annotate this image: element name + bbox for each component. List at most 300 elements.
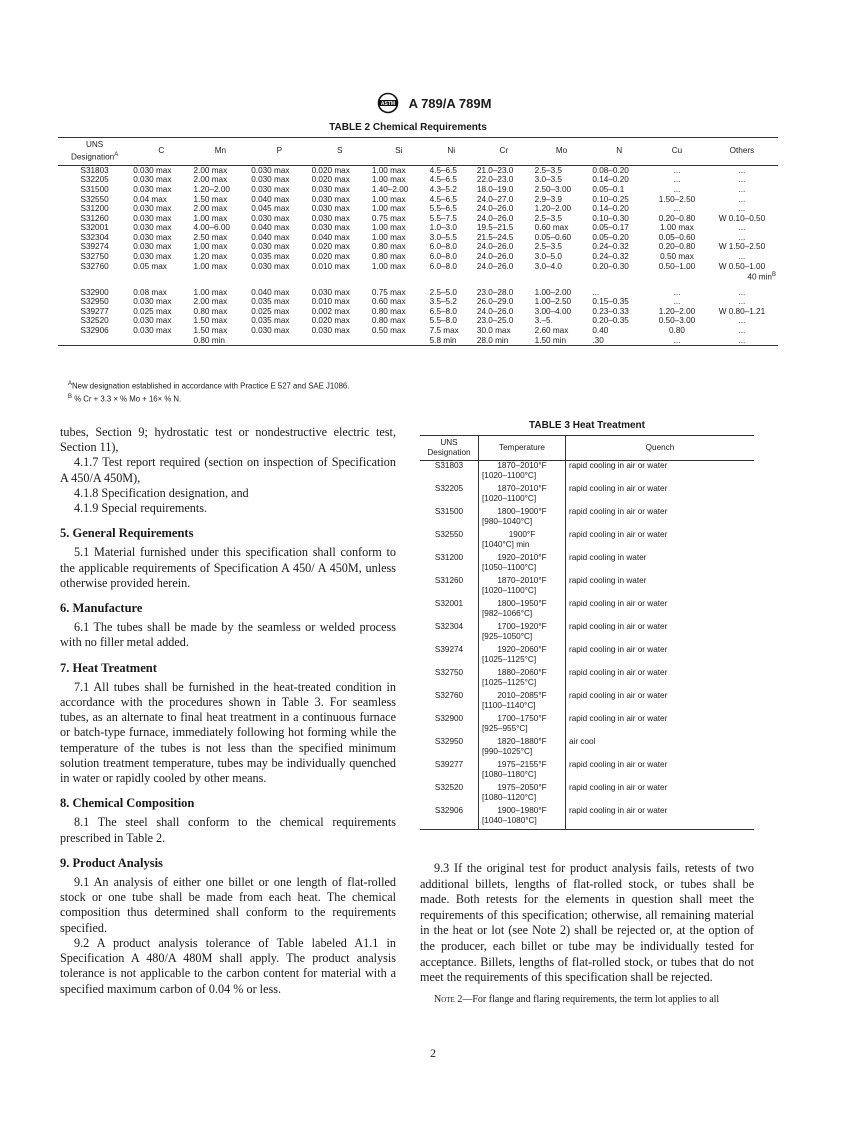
t2-cell: 18.0–19.0	[476, 184, 514, 194]
t3-cell-uns: S39277	[434, 760, 464, 769]
t2-cell: 1.00 max	[371, 261, 406, 271]
t3-cell-uns: S32900	[434, 714, 464, 723]
table3-caption: TABLE 3 Heat Treatment	[529, 420, 645, 431]
t2-cell: 1.50 max	[193, 194, 228, 204]
t3-row	[420, 645, 754, 668]
t3-cell-quench: rapid cooling in air or water	[569, 507, 668, 516]
t3-header-uns: UNS Designation	[420, 436, 479, 461]
t3-cell-quench: rapid cooling in air or water	[569, 461, 668, 470]
t2-cell: 0.020 max	[311, 165, 350, 175]
t3-row	[420, 599, 754, 622]
paragraph-4-1-8: 4.1.8 Specification designation, and	[74, 485, 249, 500]
t2-row	[58, 316, 778, 326]
t2-cell: 0.80 min	[192, 336, 250, 346]
t3-cell-quench: rapid cooling in air or water	[569, 760, 668, 769]
t2-cell: 3.0–3.5	[534, 175, 562, 185]
t2-cell: 0.040 max	[311, 232, 350, 242]
t2-cell	[475, 271, 533, 282]
t3-cell-uns: S32001	[434, 599, 464, 608]
section-8-heading: 8. Chemical Composition	[60, 796, 195, 811]
t2-cell: 0.80 max	[371, 242, 406, 252]
t2-cell	[428, 271, 475, 282]
t2-cell: 0.035 max	[251, 316, 290, 326]
t3-header-temperature: Temperature	[479, 436, 566, 461]
paragraph-9-2: 9.2 A product analysis tolerance of Table labeled A1.1 in Specification A 480/A 480M shall apply. The product analysis tolerance is not applicable to the carbon content for material with a specified maximum carbon of 0.04 % or less.	[60, 935, 396, 996]
t3-cell-temperature: 1870–2010°F [1020–1100°C]	[479, 461, 566, 485]
t2-cell: ...	[738, 204, 746, 214]
t2-cell: 3.00–4.00	[534, 306, 572, 316]
t2-cell: 0.040 max	[251, 232, 290, 242]
t2-cell: 2.50 max	[193, 232, 228, 242]
t3-row	[420, 783, 754, 806]
t2-cell: 0.025 max	[133, 306, 172, 316]
t2-header-cu: Cu	[648, 138, 706, 166]
t2-cell: W 0.50–1.00	[718, 261, 766, 271]
table2-footnotes	[68, 379, 349, 404]
t2-cell	[58, 271, 131, 282]
t2-row	[58, 242, 778, 252]
t2-cell: 0.030 max	[311, 325, 350, 335]
t2-cell	[131, 336, 191, 346]
table2-chemical-requirements	[58, 137, 778, 346]
t2-cell: 0.030 max	[251, 184, 290, 194]
t2-cell: 4.00–6.00	[193, 223, 230, 233]
t2-cell	[249, 336, 309, 346]
t2-cell: 0.24–0.32	[592, 242, 629, 252]
t2-cell: 0.20–0.80	[658, 213, 696, 223]
t2-cell: 21.0–23.0	[476, 165, 514, 175]
t2-cell	[370, 271, 428, 282]
t2-cell: 0.030 max	[133, 232, 172, 242]
t2-cell: 0.030 max	[133, 316, 172, 326]
t2-cell: 0.030 max	[133, 242, 172, 252]
t2-cell: 0.020 max	[311, 175, 350, 185]
t2-cell: 1.00 max	[371, 232, 406, 242]
t2-cell: 5.5–7.5	[429, 213, 457, 223]
t2-row	[58, 165, 778, 175]
t2-cell: 0.030 max	[133, 175, 172, 185]
t3-cell-quench: rapid cooling in air or water	[569, 668, 668, 677]
t2-cell: 0.030 max	[133, 223, 172, 233]
t2-cell: 23.0–28.0	[476, 287, 514, 297]
t2-cell: 0.030 max	[133, 325, 172, 335]
t2-cell: 0.020 max	[311, 252, 350, 262]
t2-row	[58, 185, 778, 195]
t2-cell: 0.030 max	[251, 165, 290, 175]
t2-row	[58, 283, 778, 298]
t2-cell: ...	[738, 297, 746, 307]
t2-cell: 0.10–0.25	[592, 194, 629, 204]
t2-cell: 3.0–4.0	[534, 261, 562, 271]
t3-row	[420, 484, 754, 507]
t2-row	[58, 326, 778, 336]
t2-row	[58, 175, 778, 185]
t2-header-uns: UNS Designation$^A$	[58, 138, 131, 166]
t2-cell: 0.60 max	[371, 297, 406, 307]
t2-cell: 0.20–0.35	[592, 316, 629, 326]
t2-cell: 0.030 max	[133, 204, 172, 214]
t2-cell: 0.045 max	[251, 204, 290, 214]
t2-cell: 2.00 max	[193, 165, 228, 175]
t3-row	[420, 576, 754, 599]
t3-cell-temperature: 1975–2050°F [1080–1120°C]	[479, 783, 566, 806]
paragraph-8-1: 8.1 The steel shall conform to the chemical requirements prescribed in Table 2.	[60, 815, 396, 845]
t2-row	[58, 252, 778, 262]
t2-cell: 0.002 max	[311, 306, 350, 316]
paragraph-4-1-7: 4.1.7 Test report required (section on inspection of Specification A 450/A 450M),	[60, 455, 396, 485]
t2-cell: ...	[738, 252, 746, 262]
t2-cell: 4.5–6.5	[429, 165, 457, 175]
paragraph-9-1: 9.1 An analysis of either one billet or one length of flat-rolled stock or one tube shall be made from each heat. The chemical composition thus determined shall conform to the requirements specified.	[60, 875, 396, 935]
t2-cell	[310, 271, 370, 282]
t2-cell: 24.0–26.0	[476, 252, 514, 262]
t3-cell-quench: rapid cooling in air or water	[566, 806, 755, 830]
paragraph-5-1: 5.1 Material furnished under this specification shall conform to the applicable requirements of Specification A 450/ A 450M, unless otherwise provided herein.	[60, 545, 396, 590]
t2-cell: W 0.10–0.50	[718, 213, 766, 223]
t2-cell: S32304	[80, 232, 109, 242]
t2-cell: ...	[738, 232, 746, 242]
t2-cell: 0.040 max	[251, 194, 290, 204]
t2-cell: 1.00 max	[193, 242, 228, 252]
t2-cell: 3.0–5.0	[534, 252, 562, 262]
t2-cell: 0.60 max	[534, 223, 569, 233]
t2-cell: 24.0–26.0	[476, 242, 514, 252]
t2-cell: S31260	[80, 213, 109, 223]
t2-cell: 2.00 max	[193, 297, 228, 307]
t2-row	[58, 195, 778, 205]
t2-cell: S32760	[80, 261, 109, 271]
t3-row	[420, 461, 754, 485]
t3-cell-uns: S32550	[434, 530, 464, 539]
t2-cell: .30	[590, 336, 648, 346]
t2-cell: ...	[673, 204, 681, 214]
t2-cell: 0.05–0.1	[592, 184, 625, 194]
t2-cell: 0.030 max	[133, 213, 172, 223]
right-column	[420, 861, 754, 1007]
document-id: A 789/A 789M	[408, 95, 492, 111]
t2-cell	[533, 271, 591, 282]
t3-cell-temperature: 2010–2085°F [1100–1140°C]	[479, 691, 566, 714]
t3-cell-quench: rapid cooling in air or water	[569, 484, 668, 493]
t2-cell: 1.00 max	[371, 165, 406, 175]
t2-cell: W 0.80–1.21	[718, 306, 766, 316]
t2-cell: 0.05–0.60	[658, 232, 696, 242]
astm-logo-icon	[375, 92, 401, 114]
t2-cell	[590, 271, 648, 282]
t2-cell: 1.0–3.0	[429, 223, 457, 233]
t2-cell: 0.030 max	[311, 223, 350, 233]
t2-cell: 0.030 max	[133, 252, 172, 262]
t2-cell: 1.00 max	[371, 175, 406, 185]
t3-cell-temperature: 1700–1920°F [925–1050°C]	[479, 622, 566, 645]
t2-cell: ...	[673, 175, 681, 185]
t2-cell: 0.030 max	[133, 297, 172, 307]
t2-cell: ...	[738, 316, 746, 326]
t2-header-cr: Cr	[475, 138, 533, 166]
t2-cell: ...	[706, 336, 778, 346]
t3-row	[420, 714, 754, 737]
t3-row	[420, 737, 754, 760]
t3-header-quench: Quench	[566, 436, 755, 461]
t2-header-ni: Ni	[428, 138, 475, 166]
t2-cell: 0.025 max	[251, 306, 290, 316]
t2-cell: ...	[738, 184, 746, 194]
t2-cell: 26.0–29.0	[476, 297, 514, 307]
t2-cell: 6.0–8.0	[429, 261, 457, 271]
t2-cell: 24.0–26.0	[476, 306, 514, 316]
t2-cell: 0.50–1.00	[658, 261, 696, 271]
t2-row	[58, 262, 778, 272]
t2-row	[58, 336, 778, 346]
t2-cell: 2.9–3.9	[534, 194, 562, 204]
t2-cell: 1.50 max	[193, 325, 228, 335]
t3-cell-quench: rapid cooling in air or water	[569, 714, 668, 723]
t2-header-s: S	[310, 138, 370, 166]
t2-cell: 4.5–6.5	[429, 194, 457, 204]
t3-cell-quench: air cool	[569, 737, 596, 746]
t3-cell-temperature: 1870–2010°F [1020–1100°C]	[479, 484, 566, 507]
t2-cell: 1.00 max	[660, 223, 694, 233]
t2-cell: 1.20 max	[193, 252, 228, 262]
t3-cell-temperature: 1920–2010°F [1050–1100°C]	[479, 553, 566, 576]
t2-cell: 0.80	[669, 325, 685, 335]
t2-row	[58, 223, 778, 233]
t2-cell	[249, 271, 309, 282]
t2-cell: 30.0 max	[476, 325, 511, 335]
t3-cell-quench: rapid cooling in air or water	[569, 691, 668, 700]
t2-cell: 24.0–26.0	[476, 261, 514, 271]
paragraph-9-3: 9.3 If the original test for product analysis fails, retests of two additional billets, lengths of flat-rolled stock, or tubes shall be made. Both retests for the elements in question shall meet the requirements of this specification; otherwise, all remaining material in the heat or lot (see Note 2) shall be rejected or, at the option of the producer, each billet or tube may be individually tested for acceptance. Billets, lengths of flat-rolled stock, or tubes that do not meet the requirements of this specification shall be rejected.	[420, 861, 754, 985]
t3-cell-uns: S31200	[434, 553, 464, 562]
t3-cell-temperature: 1900°F [1040°C] min	[479, 530, 566, 553]
t2-cell: 1.00–2.50	[534, 297, 572, 307]
t2-cell: S32906	[80, 325, 109, 335]
t2-cell: S32001	[80, 223, 109, 233]
t2-cell: 2.60 max	[534, 325, 569, 335]
t2-cell: S32520	[80, 316, 109, 326]
t2-cell: S32205	[80, 175, 109, 185]
t2-cell: 0.05–0.17	[592, 223, 629, 233]
t3-cell-uns: S31260	[434, 576, 464, 585]
t2-row	[58, 204, 778, 214]
t2-cell: ...	[738, 194, 746, 204]
t3-cell-uns: S32520	[434, 783, 464, 792]
t2-cell: 28.0 min	[475, 336, 533, 346]
t3-cell-quench: rapid cooling in air or water	[569, 622, 668, 631]
t2-cell: 0.030 max	[311, 213, 350, 223]
t2-cell: ...	[673, 165, 681, 175]
t2-cell: 5.5–8.0	[429, 316, 457, 326]
t2-cell: 0.030 max	[311, 287, 350, 297]
t3-cell-quench: rapid cooling in air or water	[569, 599, 668, 608]
paragraph-7-1: 7.1 All tubes shall be furnished in the heat-treated condition in accordance with the procedures shown in Table 3. For seamless tubes, as an alternate to final heat treatment in a continuous furnace or batch-type furnace, immediately following hot forming while the temperature of the tubes is not less than the specified minimum solution treatment temperature, tubes may be individually quenched in water or rapidly cooled by other means.	[60, 679, 396, 786]
t2-cell: S31803	[80, 165, 109, 175]
t2-cell: 0.030 max	[251, 325, 290, 335]
t2-cell: 1.00 max	[193, 213, 228, 223]
t2-cell: S31500	[80, 184, 109, 194]
t3-row	[420, 553, 754, 576]
t3-cell-temperature: 1800–1950°F [982–1066°C]	[479, 599, 566, 622]
t3-cell-uns: S31803	[434, 461, 464, 470]
t2-cell: ...	[592, 287, 600, 297]
t2-cell: 19.5–21.5	[476, 223, 514, 233]
t2-cell: 0.040 max	[251, 287, 290, 297]
t3-row	[420, 530, 754, 553]
t3-row	[420, 622, 754, 645]
t2-cell: 0.040 max	[251, 223, 290, 233]
t2-cell: 4.3–5.2	[429, 184, 457, 194]
t2-cell: ...	[673, 297, 681, 307]
t2-cell: 6.0–8.0	[429, 252, 457, 262]
t2-cell: 0.75 max	[371, 287, 406, 297]
t2-cell: 0.030 max	[133, 165, 172, 175]
t2-cell: S31200	[80, 204, 109, 214]
t2-cell: 7.5 max	[429, 325, 459, 335]
t3-cell-temperature: 1900–1980°F [1040–1080°C]	[479, 806, 566, 830]
t2-cell: S32550	[80, 194, 109, 204]
t2-cell: 6.0–8.0	[429, 242, 457, 252]
t2-cell: ...	[738, 325, 746, 335]
t2-cell: 0.030 max	[311, 204, 350, 214]
footnote-a: $^A$New designation established in accordance with Practice E 527 and SAE J1086.	[68, 381, 350, 391]
table3-heat-treatment	[420, 435, 754, 830]
t2-cell: ...	[738, 165, 746, 175]
t2-cell: ...	[738, 175, 746, 185]
t2-cell: 3.0–5.5	[429, 232, 457, 242]
t2-cell	[58, 336, 131, 346]
t2-cell	[648, 271, 706, 282]
t3-cell-uns: S32205	[434, 484, 464, 493]
t2-cell: 0.035 max	[251, 252, 290, 262]
t3-row	[420, 806, 754, 830]
t2-cell: 0.020 max	[311, 242, 350, 252]
t2-cell: 24.0–26.0	[476, 204, 514, 214]
t3-cell-temperature: 1920–2060°F [1025–1125°C]	[479, 645, 566, 668]
t2-cell: 2.00 max	[193, 175, 228, 185]
t2-cell: 0.80 max	[371, 306, 406, 316]
t2-cell: 1.40–2.00	[371, 184, 409, 194]
t2-cell: 0.030 max	[251, 261, 290, 271]
t2-cell: 0.14–0.20	[592, 175, 629, 185]
t2-cell: 0.030 max	[251, 242, 290, 252]
t2-header-mn: Mn	[192, 138, 250, 166]
t3-cell-temperature: 1975–2155°F [1080–1180°C]	[479, 760, 566, 783]
t2-cell: 2.5–3.5	[534, 242, 562, 252]
t2-cell: 24.0–26.0	[476, 213, 514, 223]
t2-cell: 4.5–6.5	[429, 175, 457, 185]
t3-cell-uns: S39274	[434, 645, 464, 654]
t2-cell: ...	[673, 184, 681, 194]
t2-cell: W 1.50–2.50	[718, 242, 766, 252]
t2-cell: 5.8 min	[428, 336, 475, 346]
page-number: 2	[430, 1046, 436, 1060]
t2-cell: 22.0–23.0	[476, 175, 514, 185]
t3-cell-temperature: 1880–2060°F [1025–1125°C]	[479, 668, 566, 691]
t2-cell: 0.40	[592, 325, 609, 335]
t2-cell: 0.50 max	[660, 252, 694, 262]
table2-caption: TABLE 2 Chemical Requirements	[329, 122, 487, 133]
left-column	[60, 425, 396, 997]
t2-cell: 23.0–25.0	[476, 316, 514, 326]
t2-cell: 1.50 max	[193, 316, 228, 326]
t2-cell: 2.5–5.0	[429, 287, 457, 297]
t3-row	[420, 691, 754, 714]
t2-header-c: C	[131, 138, 191, 166]
t2-cell: 0.05 max	[133, 261, 167, 271]
t2-cell: 2.00 max	[193, 204, 228, 214]
paragraph-continued: tubes, Section 9; hydrostatic test or nondestructive electric test, Section 11),	[60, 425, 396, 455]
t2-cell	[310, 336, 370, 346]
logo-text: ASTM	[380, 101, 395, 107]
t2-cell: 0.80 max	[371, 316, 406, 326]
section-5-heading: 5. General Requirements	[60, 526, 194, 541]
t3-cell-uns: S32750	[434, 668, 464, 677]
t3-row	[420, 668, 754, 691]
t2-cell: 40 $\min^B$	[747, 272, 776, 282]
t3-cell-quench: rapid cooling in water	[569, 553, 647, 562]
t2-cell: 21.5–24.5	[476, 232, 514, 242]
t2-header-p: P	[249, 138, 309, 166]
t2-cell: S39274	[80, 242, 109, 252]
t3-cell-quench: rapid cooling in air or water	[569, 530, 668, 539]
t2-cell: 0.030 max	[311, 194, 350, 204]
t2-cell: S32950	[80, 297, 109, 307]
t2-cell: 3.–5.	[534, 316, 553, 326]
t2-cell: 0.24–0.32	[592, 252, 629, 262]
t3-cell-uns: S31500	[434, 507, 464, 516]
t3-cell-temperature: 1820–1880°F [990–1025°C]	[479, 737, 566, 760]
t2-cell: 0.010 max	[311, 297, 350, 307]
t2-cell: 0.05–0.60	[534, 232, 572, 242]
t2-row	[58, 297, 778, 307]
t2-cell: S39277	[80, 306, 109, 316]
t2-cell: 0.50 max	[371, 325, 406, 335]
t2-cell: 2.50–3.00	[534, 184, 572, 194]
t2-cell: 0.75 max	[371, 213, 406, 223]
t3-cell-uns: S32760	[434, 691, 464, 700]
t2-cell: ...	[648, 336, 706, 346]
t3-cell-quench: rapid cooling in air or water	[569, 783, 668, 792]
t2-header-mo: Mo	[533, 138, 591, 166]
t3-cell-uns: S32304	[434, 622, 464, 631]
t2-header-others: Others	[706, 138, 778, 166]
t3-cell-quench: rapid cooling in water	[569, 576, 647, 585]
t2-row	[58, 307, 778, 317]
t2-cell: 1.00 max	[371, 194, 406, 204]
section-9-heading: 9. Product Analysis	[60, 855, 163, 870]
note-2	[420, 992, 754, 1008]
t3-row	[420, 507, 754, 530]
t2-cell: ...	[738, 287, 746, 297]
t2-cell: 1.00 max	[193, 261, 228, 271]
t2-cell: 0.80 max	[193, 306, 228, 316]
t2-cell: 0.030 max	[311, 184, 350, 194]
t2-cell: ...	[738, 223, 746, 233]
t2-cell	[192, 271, 250, 282]
t3-cell-uns: S32950	[434, 737, 464, 746]
paragraph-4-1-9: 4.1.9 Special requirements.	[74, 501, 208, 516]
t2-cell: 0.10–0.30	[592, 213, 629, 223]
t2-cell: 1.00–2.00	[534, 287, 572, 297]
t2-cell	[370, 336, 428, 346]
page-header	[0, 92, 866, 114]
t2-row	[58, 233, 778, 243]
t3-cell-temperature: 1700–1750°F [925–955°C]	[479, 714, 566, 737]
t2-cell: 1.50 min	[533, 336, 591, 346]
t2-cell: 0.20–0.80	[658, 242, 696, 252]
t2-cell: 0.50–3.00	[658, 316, 696, 326]
t2-cell: 0.035 max	[251, 297, 290, 307]
